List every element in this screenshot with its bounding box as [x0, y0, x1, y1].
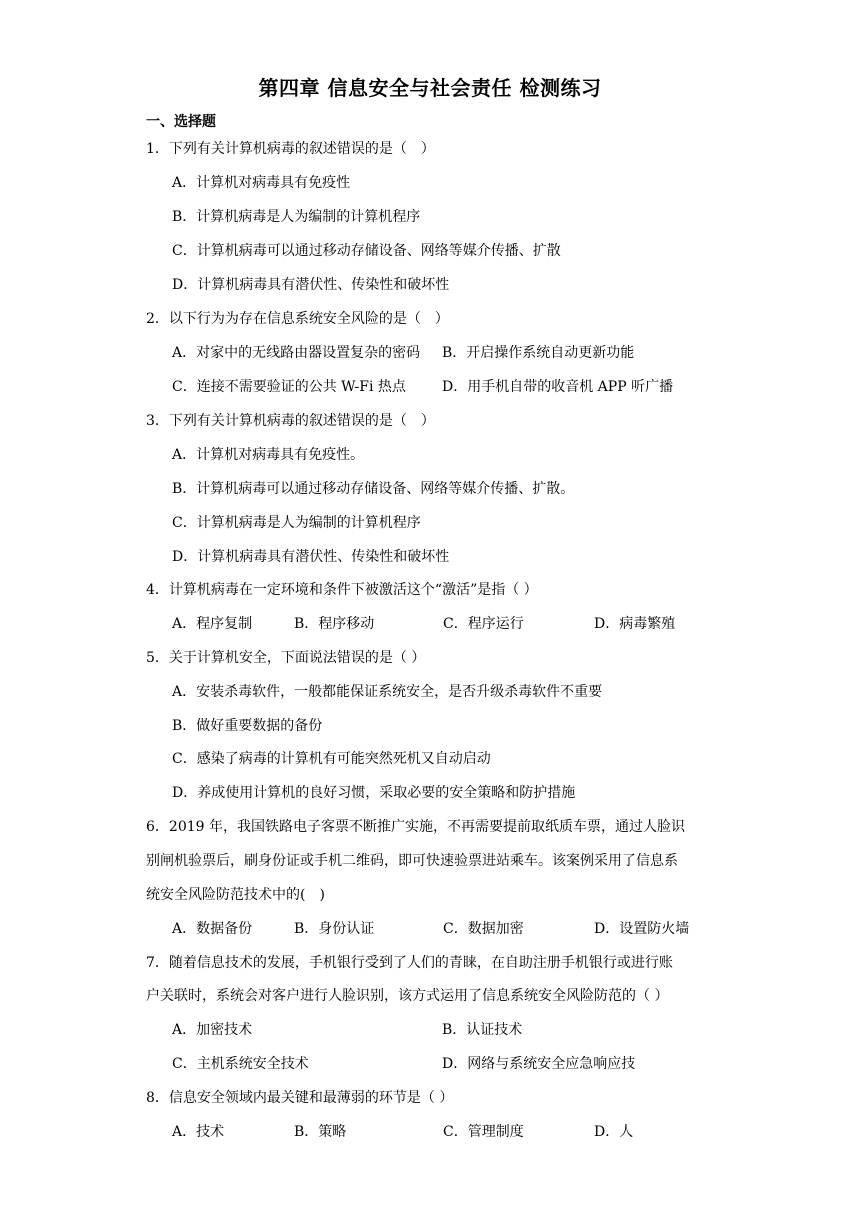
- q2-option-b: B．开启操作系统自动更新功能: [442, 345, 635, 361]
- q2-option-d: D．用手机自带的收音机 APP 听广播: [442, 379, 674, 395]
- q6-option-b: B．身份认证: [294, 921, 375, 937]
- q5-option-a: A．安装杀毒软件，一般都能保证系统安全，是否升级杀毒软件不重要: [172, 684, 603, 700]
- q7-option-c: C．主机系统安全技术: [172, 1056, 309, 1072]
- q7-option-b: B．认证技术: [442, 1022, 523, 1038]
- q4-option-d: D．病毒繁殖: [594, 616, 676, 632]
- q8-option-b: B．策略: [294, 1124, 347, 1140]
- question-3-stem: 3．下列有关计算机病毒的叙述错误的是（ ）: [146, 413, 435, 429]
- question-5-stem: 5．关于计算机安全，下面说法错误的是（ ）: [146, 650, 426, 666]
- q6-option-d: D．设置防火墙: [594, 921, 690, 937]
- q6-option-c: C．数据加密: [443, 921, 524, 937]
- q4-option-c: C．程序运行: [443, 616, 524, 632]
- question-6-stem-line-1: 6．2019 年，我国铁路电子客票不断推广实施，不再需要提前取纸质车票，通过人脸识: [146, 819, 685, 835]
- q7-option-d: D．网络与系统安全应急响应技: [442, 1056, 636, 1072]
- q8-option-c: C．管理制度: [443, 1124, 524, 1140]
- q5-option-c: C．感染了病毒的计算机有可能突然死机又自动启动: [172, 751, 491, 767]
- q1-option-a: A．计算机对病毒具有免疫性: [172, 175, 351, 191]
- q8-option-a: A．技术: [172, 1124, 225, 1140]
- page-title: 第四章 信息安全与社会责任 检测练习: [258, 76, 602, 100]
- q4-option-b: B．程序移动: [294, 616, 375, 632]
- q1-option-b: B．计算机病毒是人为编制的计算机程序: [172, 209, 421, 225]
- q8-option-d: D．人: [594, 1124, 634, 1140]
- q2-option-a: A．对家中的无线路由器设置复杂的密码: [172, 345, 421, 361]
- q4-option-a: A．程序复制: [172, 616, 253, 632]
- q6-option-a: A．数据备份: [172, 921, 253, 937]
- question-4-stem: 4．计算机病毒在一定环境和条件下被激活这个“激活”是指（ ）: [146, 582, 538, 598]
- q3-option-a: A．计算机对病毒具有免疫性。: [172, 447, 365, 463]
- question-8-stem: 8．信息安全领域内最关键和最薄弱的环节是（ ）: [146, 1090, 454, 1106]
- q5-option-b: B．做好重要数据的备份: [172, 718, 323, 734]
- question-6-stem-line-3: 统安全风险防范技术中的( ): [146, 887, 325, 903]
- question-2-stem: 2．以下行为为存在信息系统安全风险的是（ ）: [146, 311, 449, 327]
- q3-option-b: B．计算机病毒可以通过移动存储设备、网络等媒介传播、扩散。: [172, 481, 575, 497]
- q2-option-c: C．连接不需要验证的公共 W-Fi 热点: [172, 379, 406, 395]
- q7-option-a: A．加密技术: [172, 1022, 253, 1038]
- section-heading: 一、选择题: [146, 114, 216, 130]
- q1-option-d: D．计算机病毒具有潜伏性、传染性和破坏性: [172, 277, 450, 293]
- q3-option-c: C．计算机病毒是人为编制的计算机程序: [172, 515, 421, 531]
- question-7-stem-line-2: 户关联时，系统会对客户进行人脸识别，该方式运用了信息系统安全风险防范的（ ）: [146, 988, 669, 1004]
- q5-option-d: D．养成使用计算机的良好习惯，采取必要的安全策略和防护措施: [172, 785, 576, 801]
- q1-option-c: C．计算机病毒可以通过移动存储设备、网络等媒介传播、扩散: [172, 243, 561, 259]
- q3-option-d: D．计算机病毒具有潜伏性、传染性和破坏性: [172, 549, 450, 565]
- question-7-stem-line-1: 7．随着信息技术的发展，手机银行受到了人们的青睐，在自助注册手机银行或进行账: [146, 955, 673, 971]
- question-6-stem-line-2: 别闸机验票后，刷身份证或手机二维码，即可快速验票进站乘车。该案例采用了信息系: [146, 853, 678, 869]
- question-1-stem: 1．下列有关计算机病毒的叙述错误的是（ ）: [146, 141, 435, 157]
